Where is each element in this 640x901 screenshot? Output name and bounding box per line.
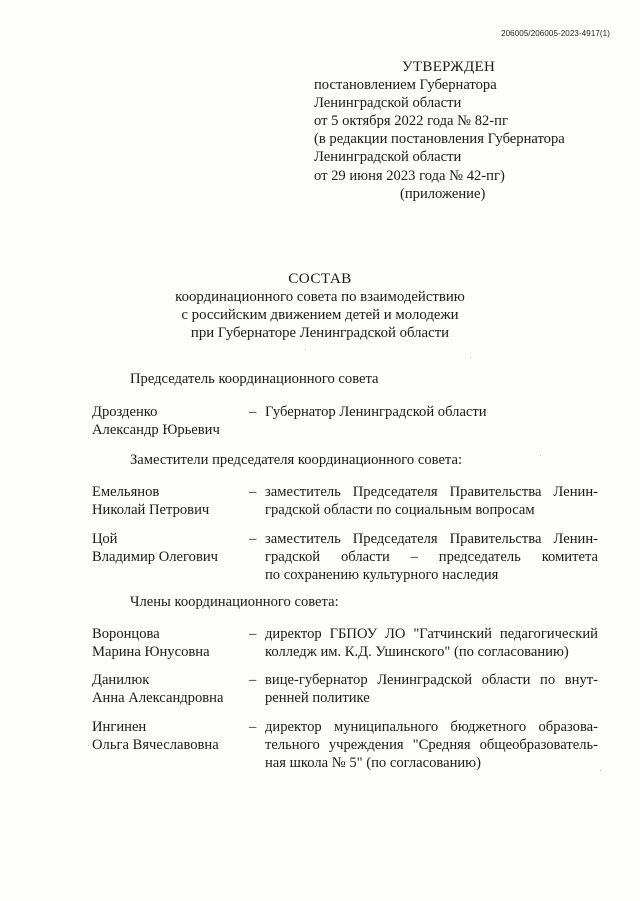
- member-surname: Цой: [92, 531, 118, 547]
- member-surname: Данилюк: [92, 672, 150, 688]
- document-title-line: с российским движением детей и молодежи: [181, 307, 459, 324]
- section-heading-chairman: Председатель координационного совета: [130, 371, 379, 387]
- member-role-line: колледж им. К.Д. Ушинского" (по согласованию): [265, 644, 569, 661]
- member-role-line: ная школа № 5" (по согласованию): [265, 755, 481, 772]
- member-given-names: Николай Петрович: [92, 502, 210, 519]
- member-given-names: Анна Александровна: [92, 690, 224, 707]
- approval-line: от 5 октября 2022 года № 82-пг: [314, 113, 508, 130]
- approval-stamp-block: [314, 58, 614, 203]
- member-role-line: директор муниципального бюджетного образова-: [265, 719, 598, 735]
- member-given-names: Александр Юрьевич: [92, 422, 220, 439]
- member-name: [92, 483, 252, 519]
- approval-line: постановлением Губернатора: [314, 77, 497, 94]
- member-surname: Емельянов: [92, 484, 160, 500]
- member-role-line: Губернатор Ленинградской области: [265, 404, 487, 420]
- member-role-line: вице-губернатор Ленинградской области по внут-: [265, 672, 598, 688]
- member-role-line: заместитель Председателя Правительства Ленин-: [265, 484, 598, 500]
- member-dash: –: [249, 626, 257, 642]
- member-role-line: директор ГБПОУ ЛО "Гатчинский педагогический: [265, 626, 598, 642]
- member-role-line: градской области по социальным вопросам: [265, 502, 535, 519]
- approval-line: от 29 июня 2023 года № 42-пг): [314, 167, 505, 184]
- member-surname: Дрозденко: [92, 404, 158, 420]
- approval-line: Ленинградской области: [314, 149, 462, 166]
- document-title: [0, 270, 640, 342]
- member-dash: –: [249, 404, 257, 420]
- approval-appendix-note: (приложение): [400, 185, 486, 202]
- member-given-names: Владимир Олегович: [92, 549, 218, 566]
- member-name: [92, 671, 252, 707]
- scan-speck: [88, 745, 89, 746]
- member-surname: Ингинен: [92, 719, 147, 735]
- member-surname: Воронцова: [92, 626, 160, 642]
- member-role: [265, 718, 598, 772]
- member-given-names: Ольга Вячеславовна: [92, 737, 219, 754]
- approval-line: Ленинградской области: [314, 95, 462, 112]
- member-name: [92, 718, 252, 754]
- member-role: [265, 530, 598, 584]
- approval-heading: УТВЕРЖДЕН: [402, 59, 496, 75]
- document-registration-number: 206005/206005-2023-4917(1): [501, 29, 610, 38]
- scan-speck: [470, 357, 471, 358]
- scan-speck: [540, 455, 541, 456]
- member-role: [265, 671, 598, 707]
- approval-line: (в редакции постановления Губернатора: [314, 131, 565, 148]
- member-role-line: градской области – председатель комитета: [265, 549, 598, 566]
- member-given-names: Марина Юнусовна: [92, 644, 210, 661]
- scan-speck: [305, 349, 306, 350]
- member-role: [265, 483, 598, 519]
- scan-speck: [600, 770, 601, 771]
- member-dash: –: [249, 672, 257, 688]
- member-name: [92, 530, 252, 566]
- document-title-line: координационного совета по взаимодействию: [175, 289, 465, 306]
- member-role: [265, 625, 598, 661]
- member-role-line: ренней политике: [265, 690, 370, 707]
- member-role-line: по сохранению культурного наследия: [265, 567, 499, 584]
- member-name: [92, 625, 252, 661]
- member-dash: –: [249, 484, 257, 500]
- document-title-line: при Губернаторе Ленинградской области: [190, 325, 450, 342]
- member-role-line: тельного учреждения "Средняя общеобразователь-: [265, 737, 598, 754]
- member-role-line: заместитель Председателя Правительства Ленин-: [265, 531, 598, 547]
- member-name: [92, 403, 252, 439]
- member-role: [265, 403, 598, 421]
- member-dash: –: [249, 719, 257, 735]
- document-title-main: СОСТАВ: [288, 270, 352, 287]
- section-heading-members: Члены координационного совета:: [130, 594, 339, 610]
- member-dash: –: [249, 531, 257, 547]
- section-heading-deputies: Заместители председателя координационного совета:: [130, 452, 463, 468]
